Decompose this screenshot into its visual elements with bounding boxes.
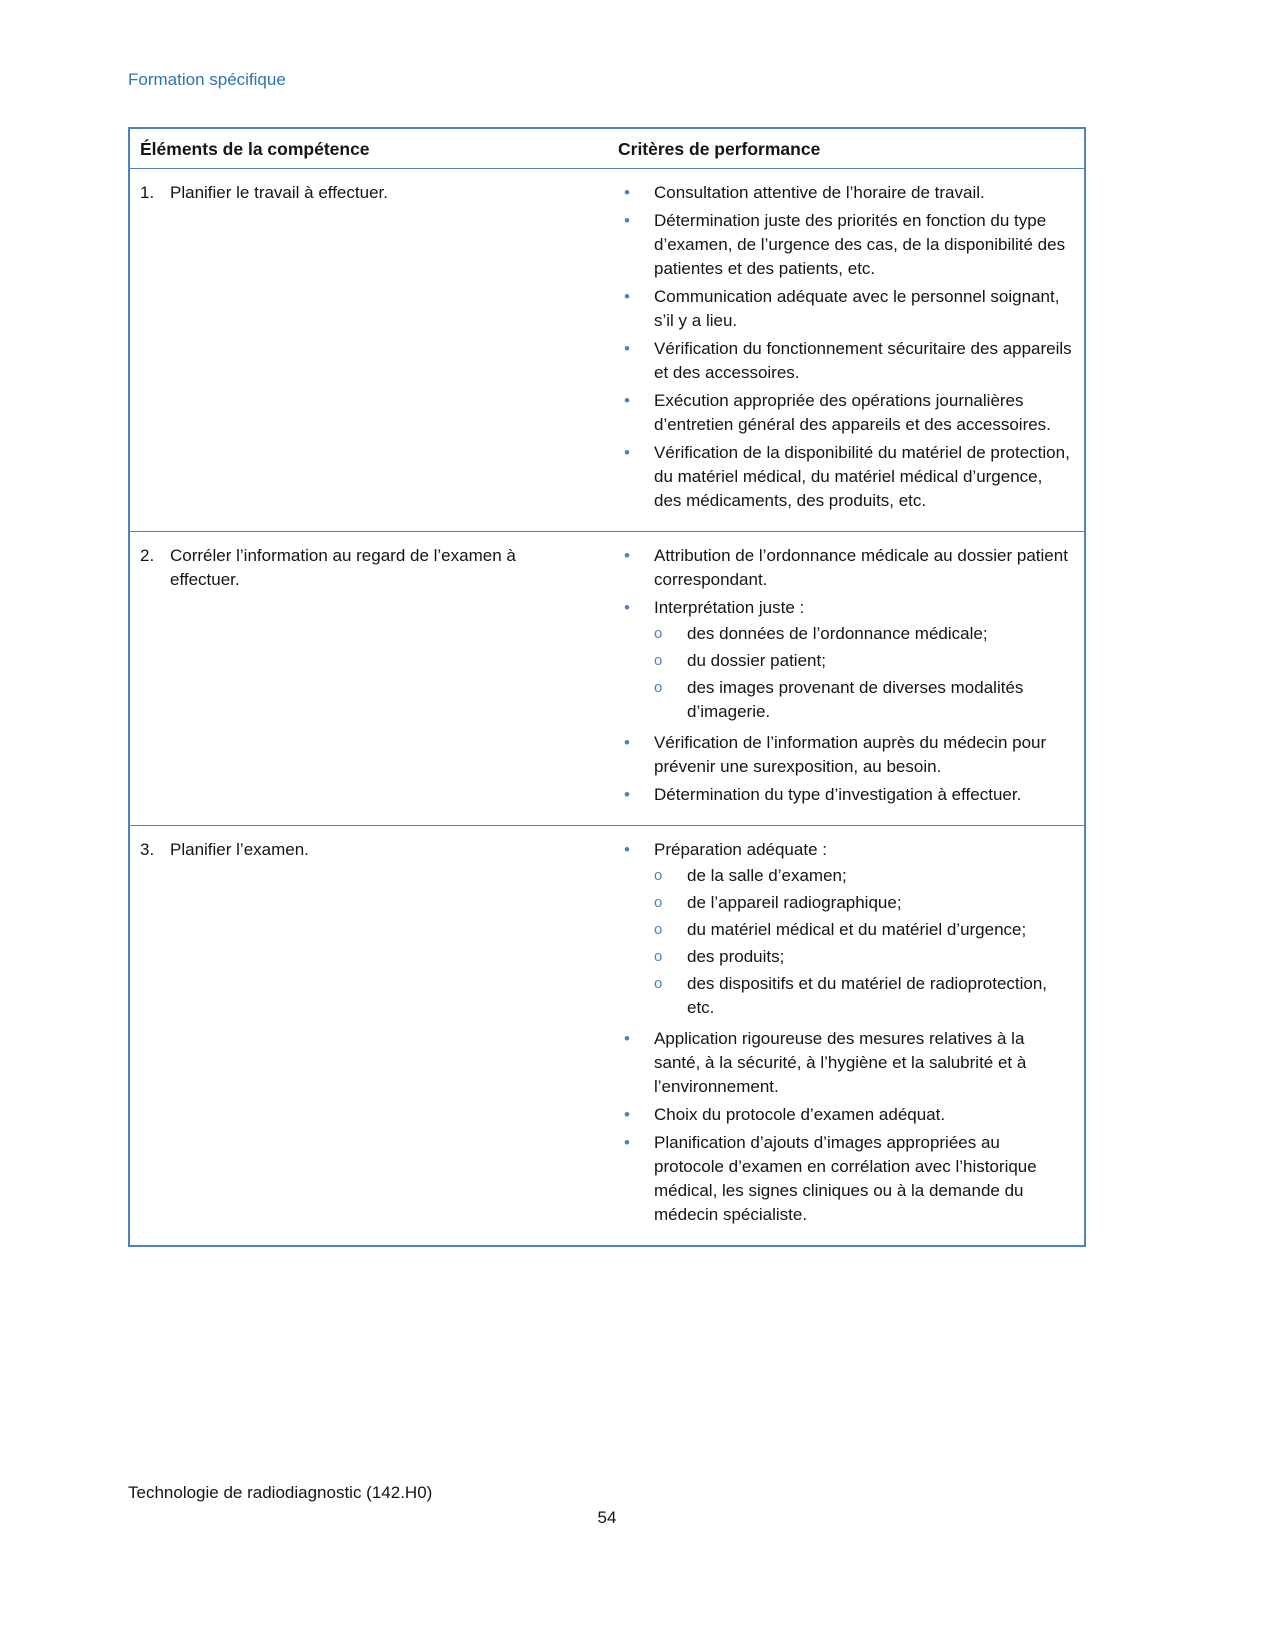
criteria-body [654, 596, 1074, 727]
criteria-list [618, 544, 1074, 807]
criteria-item [618, 1131, 1074, 1227]
criteria-item [618, 441, 1074, 513]
sub-criteria-item [654, 676, 1074, 724]
criteria-text: Détermination du type d’investigation à effectuer. [654, 785, 1022, 804]
criteria-body [654, 441, 1074, 513]
bullet-icon: • [624, 733, 630, 752]
bullet-icon: • [624, 183, 630, 202]
col-header-elements: Éléments de la compétence [140, 139, 370, 159]
criteria-item [618, 337, 1074, 385]
sub-criteria-text: des données de l’ordonnance médicale; [687, 624, 988, 643]
criteria-item [618, 731, 1074, 779]
element-number: 3. [140, 840, 155, 859]
criteria-text: Vérification de l’information auprès du médecin pour prévenir une surexposition, au besoin. [654, 733, 1047, 776]
section-header: Formation spécifique [128, 70, 286, 89]
criteria-item [618, 285, 1074, 333]
sub-criteria-text: des images provenant de diverses modalités d’imagerie. [687, 678, 1024, 721]
col-header-criteres: Critères de performance [618, 139, 821, 159]
sub-criteria-item [654, 918, 1074, 942]
element-cell [130, 826, 608, 1245]
sub-criteria-text: des dispositifs et du matériel de radioprotection, etc. [687, 974, 1048, 1017]
competence-table [128, 127, 1086, 1247]
criteria-item [618, 209, 1074, 281]
criteria-body [654, 1131, 1074, 1227]
criteria-cell [608, 826, 1084, 1245]
criteria-list [618, 838, 1074, 1227]
circle-bullet-icon: o [654, 679, 663, 696]
bullet-icon: • [624, 546, 630, 565]
sub-criteria-item [654, 972, 1074, 1020]
criteria-item [618, 596, 1074, 727]
sub-criteria-list [654, 864, 1074, 1020]
criteria-body [654, 783, 1074, 807]
criteria-text: Préparation adéquate : [654, 840, 827, 859]
element-number: 2. [140, 546, 155, 565]
sub-criteria-item [654, 945, 1074, 969]
criteria-text: Planification d’ajouts d’images appropriées au protocole d’examen en corrélation avec l’historique médical, les signes cliniques ou à la demande du médecin spécialiste. [654, 1133, 1037, 1224]
bullet-icon: • [624, 598, 630, 617]
criteria-body [654, 838, 1074, 1023]
bullet-icon: • [624, 339, 630, 358]
criteria-text: Attribution de l’ordonnance médicale au dossier patient correspondant. [654, 546, 1068, 589]
circle-bullet-icon: o [654, 975, 663, 992]
sub-criteria-text: de la salle d’examen; [687, 866, 847, 885]
sub-criteria-item [654, 649, 1074, 673]
circle-bullet-icon: o [654, 652, 663, 669]
element-cell [130, 532, 608, 825]
criteria-text: Vérification du fonctionnement sécuritaire des appareils et des accessoires. [654, 339, 1072, 382]
circle-bullet-icon: o [654, 921, 663, 938]
criteria-text: Choix du protocole d’examen adéquat. [654, 1105, 946, 1124]
bullet-icon: • [624, 840, 630, 859]
criteria-text: Vérification de la disponibilité du matériel de protection, du matériel médical, du matériel médical d’urgence, des médicaments, des produits, etc. [654, 443, 1070, 510]
criteria-text: Exécution appropriée des opérations journalières d’entretien général des appareils et des accessoires. [654, 391, 1051, 434]
sub-criteria-text: des produits; [687, 947, 785, 966]
criteria-item [618, 544, 1074, 592]
criteria-body [654, 209, 1074, 281]
table-body [130, 169, 1084, 1245]
footer-text: Technologie de radiodiagnostic (142.H0) [128, 1483, 433, 1502]
criteria-text: Consultation attentive de l’horaire de travail. [654, 183, 985, 202]
criteria-cell [608, 532, 1084, 825]
element-text: Planifier le travail à effectuer. [170, 183, 388, 202]
criteria-body [654, 285, 1074, 333]
criteria-body [654, 181, 1074, 205]
bullet-icon: • [624, 211, 630, 230]
criteria-item [618, 1027, 1074, 1099]
criteria-body [654, 389, 1074, 437]
circle-bullet-icon: o [654, 867, 663, 884]
sub-criteria-item [654, 622, 1074, 646]
table-row [130, 532, 1084, 826]
sub-criteria-text: du matériel médical et du matériel d’urgence; [687, 920, 1027, 939]
sub-criteria-item [654, 891, 1074, 915]
criteria-list [618, 181, 1074, 513]
criteria-item [618, 783, 1074, 807]
criteria-text: Détermination juste des priorités en fonction du type d’examen, de l’urgence des cas, de la disponibilité des patientes et des patients, etc. [654, 211, 1066, 278]
bullet-icon: • [624, 443, 630, 462]
bullet-icon: • [624, 287, 630, 306]
table-row [130, 169, 1084, 532]
criteria-item [618, 181, 1074, 205]
criteria-item [618, 838, 1074, 1023]
element-text: Planifier l’examen. [170, 840, 309, 859]
criteria-cell [608, 169, 1084, 531]
sub-criteria-text: de l’appareil radiographique; [687, 893, 902, 912]
sub-criteria-text: du dossier patient; [687, 651, 826, 670]
page-number: 54 [597, 1508, 617, 1527]
criteria-body [654, 337, 1074, 385]
criteria-text: Application rigoureuse des mesures relatives à la santé, à la sécurité, à l’hygiène et la salubrité et à l’environnement. [654, 1029, 1027, 1096]
criteria-text: Interprétation juste : [654, 598, 805, 617]
circle-bullet-icon: o [654, 625, 663, 642]
element-cell [130, 169, 608, 531]
element-text: Corréler l’information au regard de l’examen à effectuer. [170, 546, 516, 589]
bullet-icon: • [624, 1133, 630, 1152]
sub-criteria-item [654, 864, 1074, 888]
bullet-icon: • [624, 391, 630, 410]
bullet-icon: • [624, 1105, 630, 1124]
criteria-item [618, 1103, 1074, 1127]
bullet-icon: • [624, 1029, 630, 1048]
criteria-body [654, 731, 1074, 779]
criteria-text: Communication adéquate avec le personnel soignant, s’il y a lieu. [654, 287, 1060, 330]
criteria-item [618, 389, 1074, 437]
criteria-body [654, 544, 1074, 592]
table-header-row [130, 129, 1084, 169]
criteria-body [654, 1027, 1074, 1099]
circle-bullet-icon: o [654, 948, 663, 965]
element-number: 1. [140, 183, 155, 202]
circle-bullet-icon: o [654, 894, 663, 911]
bullet-icon: • [624, 785, 630, 804]
criteria-body [654, 1103, 1074, 1127]
sub-criteria-list [654, 622, 1074, 724]
table-row [130, 826, 1084, 1245]
